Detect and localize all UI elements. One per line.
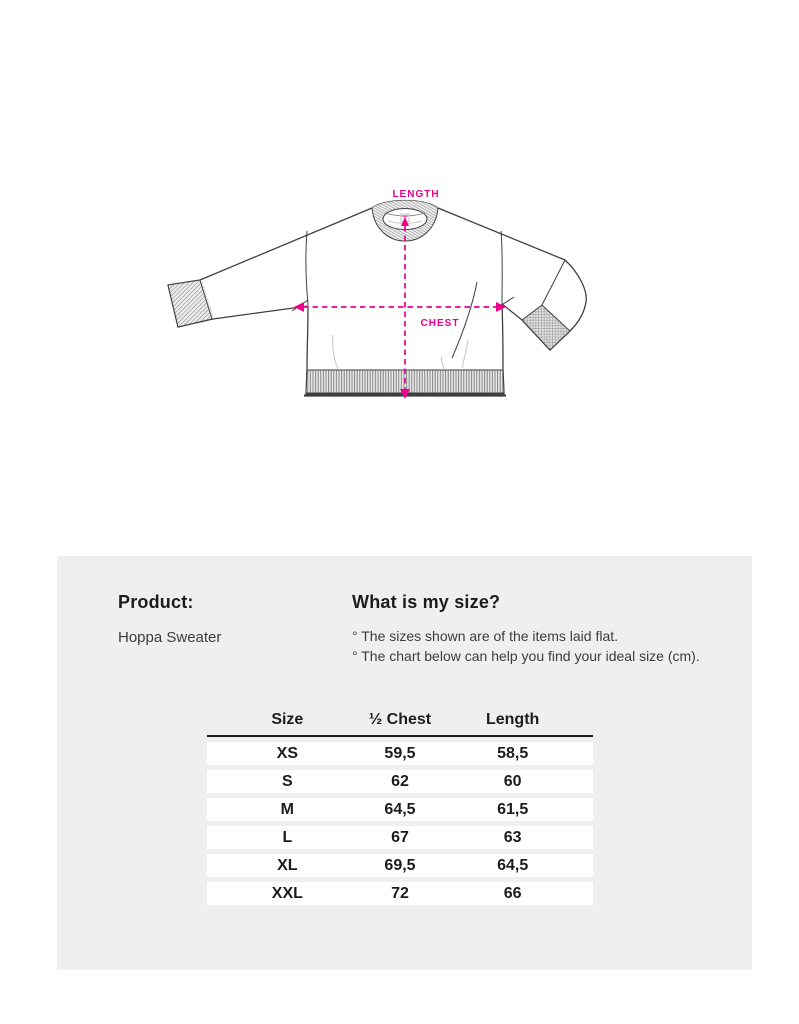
size-note-flat: ° The sizes shown are of the items laid flat.	[352, 628, 619, 644]
cell-size: S	[281, 772, 293, 790]
sweater-diagram	[155, 175, 635, 415]
cell-size: XL	[277, 856, 298, 874]
cell-length: 66	[503, 884, 522, 902]
size-notes	[352, 626, 700, 666]
table-row	[207, 798, 593, 821]
info-panel	[57, 556, 752, 970]
cell-half-chest: 59,5	[384, 744, 416, 762]
cell-length: 64,5	[497, 856, 529, 874]
size-question-heading: What is my size?	[352, 592, 501, 612]
cell-size: M	[280, 800, 294, 818]
cell-length: 60	[503, 772, 522, 790]
sweater-illustration	[155, 175, 635, 415]
product-name: Hoppa Sweater	[118, 629, 222, 646]
length-measurement-label: LENGTH	[392, 189, 440, 200]
cell-length: 63	[503, 828, 522, 846]
cell-half-chest: 62	[391, 772, 409, 790]
cell-size: L	[282, 828, 293, 846]
product-heading: Product:	[118, 592, 194, 612]
cell-half-chest: 67	[391, 828, 409, 846]
cell-half-chest: 72	[391, 884, 409, 902]
header-length: Length	[485, 711, 540, 728]
cell-size: XXL	[271, 884, 303, 902]
cell-half-chest: 69,5	[384, 856, 416, 874]
header-size: Size	[271, 711, 304, 728]
cell-half-chest: 64,5	[384, 800, 416, 818]
table-row	[207, 742, 593, 765]
cell-length: 61,5	[497, 800, 529, 818]
size-note-chart: ° The chart below can help you find your ideal size (cm).	[352, 648, 700, 664]
table-row	[207, 826, 593, 849]
chest-measurement-label: CHEST	[420, 318, 460, 329]
cell-length: 58,5	[497, 744, 529, 762]
table-header-row	[207, 708, 593, 732]
table-row	[207, 882, 593, 905]
cell-size: XS	[276, 744, 298, 762]
header-half-chest: ½ Chest	[368, 711, 432, 728]
table-row	[207, 854, 593, 877]
size-table	[207, 708, 593, 905]
table-header-rule	[207, 735, 593, 737]
table-row	[207, 770, 593, 793]
sweater-body-outline	[168, 201, 586, 395]
